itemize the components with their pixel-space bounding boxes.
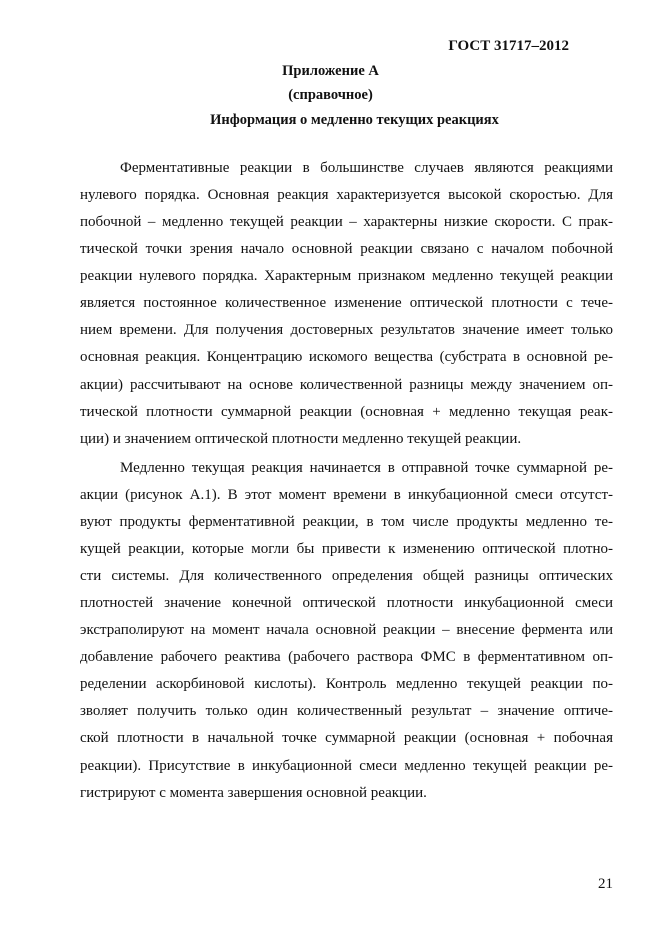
text-line: нием времени. Для получения достоверных результатов значение имеет только [80,322,613,338]
text-line: сти системы. Для количественного определения общей разницы оптических [80,568,613,584]
page-number: 21 [598,876,613,892]
text-line: кущей реакции, которые могли бы привести к изменению оптической плотно- [80,541,613,557]
text-line: акции) рассчитывают на основе количественной разницы между значением оп- [80,377,613,393]
text-line: вуют продукты ферментативной реакции, в том числе продукты медленно те- [80,514,613,530]
text-line: акции (рисунок А.1). В этот момент времени в инкубационной смеси отсутст- [80,487,613,503]
text-line: гистрируют с момента завершения основной реакции. [80,785,427,801]
text-line: ределении аскорбиновой кислоты). Контроль медленно текущей реакции по- [80,676,613,692]
text-line: добавление рабочего реактива (рабочего раствора ФМС в ферментативном оп- [80,649,613,665]
text-line: Ферментативные реакции в большинстве случаев являются реакциями [120,160,613,176]
text-line: реакции). Присутствие в инкубационной смеси медленно текущей реакции ре- [80,758,613,774]
text-line: нулевого порядка. Основная реакция характеризуется высокой скоростью. Для [80,187,613,203]
standard-code: ГОСТ 31717–2012 [448,38,569,54]
text-line: является постоянное количественное изменение оптической плотности с тече- [80,295,613,311]
text-line: зволяет получить только один количественный результат – значение оптиче- [80,703,613,719]
appendix-title: Приложение А [282,63,379,79]
appendix-status: (справочное) [288,87,373,103]
text-line: ской плотности в начальной точке суммарной реакции (основная + побочная [80,730,613,746]
text-line: тической плотности суммарной реакции (основная + медленно текущая реак- [80,404,613,420]
text-line: тической точки зрения начало основной реакции связано с началом побочной [80,241,613,257]
appendix-subtitle: Информация о медленно текущих реакциях [210,112,499,128]
text-line: основная реакция. Концентрацию искомого вещества (субстрата в основной ре- [80,349,613,365]
text-line: экстраполируют на момент начала основной реакции – внесение фермента или [80,622,613,638]
text-line: ции) и значением оптической плотности медленно текущей реакции. [80,431,522,447]
text-line: побочной – медленно текущей реакции – характерны низкие скорости. С прак- [80,214,613,230]
text-line: Медленно текущая реакция начинается в отправной точке суммарной ре- [120,460,613,476]
text-line: реакции нулевого порядка. Характерным признаком медленно текущей реакции [80,268,613,284]
text-line: плотностей значение конечной оптической плотности инкубационной смеси [80,595,613,611]
